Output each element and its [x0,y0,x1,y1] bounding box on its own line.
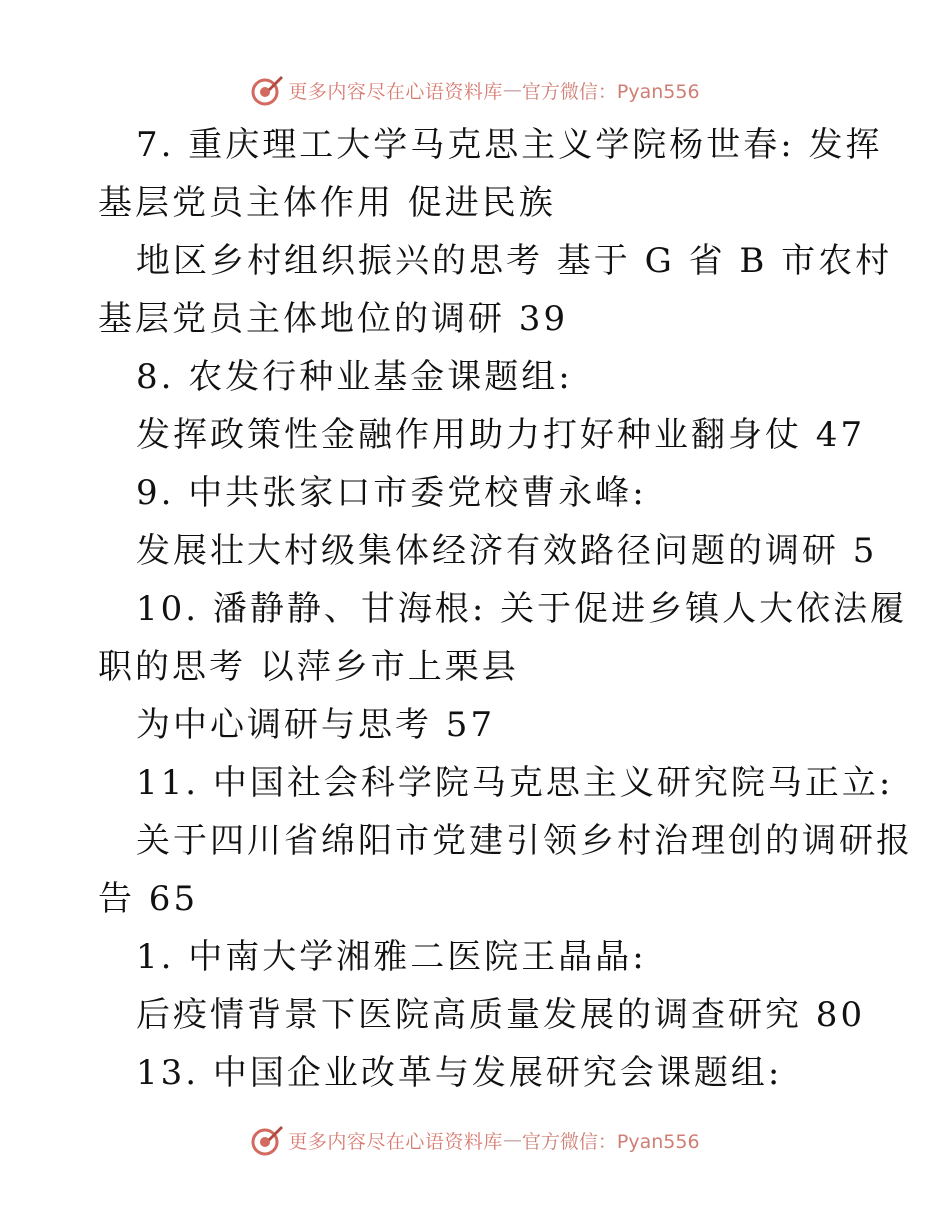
text-line: 10. 潘静静、甘海根: 关于促进乡镇人大依法履 [136,589,908,629]
watermark-suffix: 官方微信：Pyan556 [521,1130,700,1153]
text-line: 告 65 [98,879,199,919]
text-line: 基层党员主体地位的调研 39 [98,299,569,339]
text-line: 地区乡村组织振兴的思考 基于 G 省 B 市农村 [136,241,893,281]
watermark-footer [0,1120,950,1160]
text-line: 发挥政策性金融作用助力打好种业翻身仗 47 [136,415,866,455]
watermark-text: 更多内容尽在心语资料库 [288,1130,503,1153]
text-line: 9. 中共张家口市委党校曹永峰: [136,473,647,513]
quill-seal-icon [250,73,284,107]
text-line: 基层党员主体作用 促进民族 [98,183,556,223]
watermark-separator: — [502,79,522,101]
text-line: 后疫情背景下医院高质量发展的调查研究 80 [136,995,866,1035]
text-line: 职的思考 以萍乡市上栗县 [98,647,519,687]
text-line: 发展壮大村级集体经济有效路径问题的调研 5 [136,531,878,571]
document-body [98,116,913,1102]
watermark-separator: — [502,1129,522,1151]
text-line: 1. 中南大学湘雅二医院王晶晶: [136,937,647,977]
text-line: 13. 中国企业改革与发展研究会课题组: [136,1053,783,1093]
watermark-suffix: 官方微信：Pyan556 [521,80,700,103]
text-line: 关于四川省绵阳市党建引领乡村治理创的调研报 [136,821,913,861]
text-line: 为中心调研与思考 57 [136,705,496,745]
text-line: 7. 重庆理工大学马克思主义学院杨世春: 发挥 [136,125,883,165]
watermark-header [0,70,950,110]
quill-seal-icon [250,1123,284,1157]
text-line: 8. 农发行种业基金课题组: [136,357,573,397]
watermark-text: 更多内容尽在心语资料库 [288,80,503,103]
text-line: 11. 中国社会科学院马克思主义研究院马正立: [136,763,894,803]
